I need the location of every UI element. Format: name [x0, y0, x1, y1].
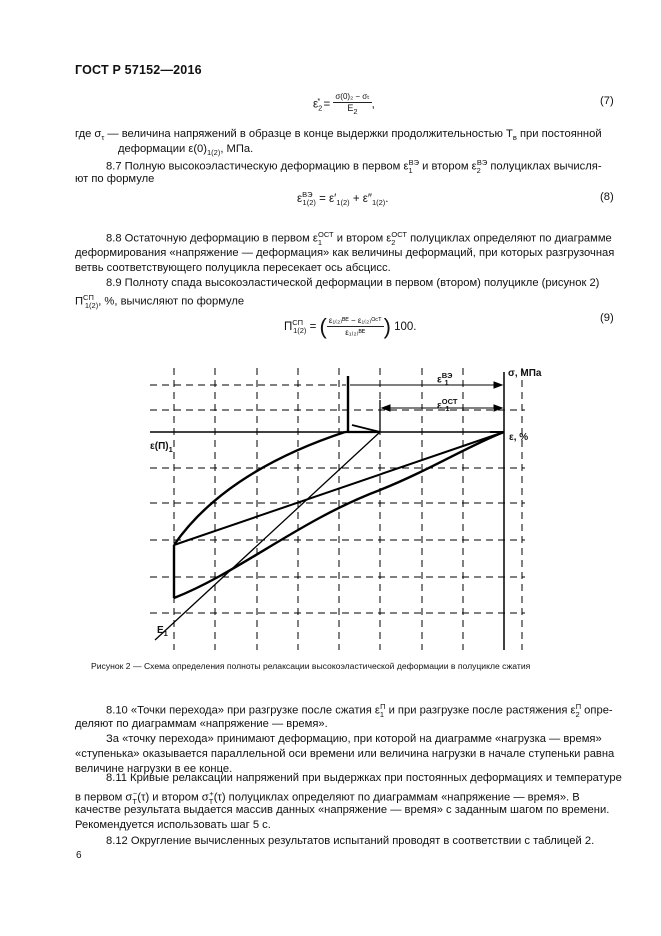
equation-9-number: (9)	[600, 312, 614, 324]
para-8-11-line-4: Рекомендуется использовать шаг 5 с.	[75, 819, 271, 831]
para-8-8-line-3: ветвь соответствующего полуцикла пересекает ось абсцисс.	[75, 262, 391, 274]
para-point-line-2: «ступенька» оказывается параллельной оси времени или величина нагрузки в начале ступеньки равна	[75, 748, 615, 760]
eps-axis-label: ε, %	[509, 432, 529, 443]
eq9-fraction: $\frac{\text{ε₁₍₂₎ᴮᴱ − ε₁₍₂₎ᴼᶜᵀ}}{\text{ε₁₍₂₎ᴮᴱ}}$	[328, 316, 382, 337]
para-8-9-line-2: $П^{СП}_{1(2)}$, %, вычисляют по формуле	[75, 293, 245, 310]
e-pi-label: $\varepsilon(П)_1$	[150, 441, 173, 454]
loop-curves	[155, 376, 504, 640]
equation-7-number: (7)	[600, 95, 614, 107]
para-8-8-line-2: деформирования «напряжение — деформация» как величины деформаций, при которых разгрузочная	[75, 247, 615, 259]
para-point-line-3: величине нагрузки в ее конце.	[75, 763, 233, 775]
where-line-1: где $\sigma_\tau$ — величина напряжений в образце в конце выдержки продолжительностью $T_в$ при постоянной	[75, 128, 602, 143]
ve-dim-arrowhead	[494, 382, 502, 388]
equation-8: $\varepsilon^{ВЭ}_{1(2)} = \varepsilon'_{1(2)} + \varepsilon''_{1(2)}$.	[297, 190, 389, 208]
equation-8-number: (8)	[600, 191, 614, 203]
where-line-2: деформации $\varepsilon(0)_{1(2)}$, МПа.	[118, 143, 254, 158]
eq7-fraction: $\frac{\text{σ(0)₂ − σₜ}}{E_2}$	[335, 92, 370, 116]
e-ve-label: $\varepsilon^{ВЭ}_1$	[437, 371, 453, 388]
figure-caption: Рисунок 2 — Схема определения полноты релаксации высокоэластической деформации в полуцикле сжатия	[91, 661, 531, 671]
para-8-11-line-1: 8.11 Кривые релаксации напряжений при выдержках при постоянных деформациях и температуре	[106, 772, 622, 784]
para-8-11-line-3: качестве результата выдается массив данных «напряжение — время» с заданным шагом по времени.	[75, 804, 610, 816]
tangent-line	[155, 432, 380, 640]
para-8-10-line-2: деляют по диаграммам «напряжение — время».	[75, 718, 328, 730]
page-number: 6	[76, 850, 82, 861]
para-8-10-line-1: 8.10 «Точки перехода» при разгрузке после сжатия $\varepsilon_1^П$ и при разгрузке после растяжения $\varepsilon_2^П$ опре-	[106, 702, 613, 719]
para-8-7-line-2: ют по формуле	[75, 173, 155, 185]
equation-9: $П^{СП}_{1(2)}$ = ( $\frac{\text{ε₁₍₂₎ᴮᴱ − ε₁₍₂₎ᴼᶜᵀ}}{\text{ε₁₍₂₎ᴮᴱ}}$ ) 100.	[284, 314, 417, 339]
para-8-9-line-1: 8.9 Полноту спада высокоэластической деформации в первом (втором) полуцикле (рисунок 2)	[106, 277, 600, 289]
equation-7: $\varepsilon_2^*$ = $\frac{\text{σ(0)₂ − σₜ}}{E_2}$ ,	[313, 92, 375, 116]
dimension-arrows	[350, 382, 502, 414]
para-point-line-1: За «точку перехода» принимают деформацию, при которой на диаграмме «нагрузка — время»	[106, 733, 602, 745]
para-8-12: 8.12 Округление вычисленных результатов испытаний проводят в соответствии с таблицей 2.	[106, 835, 595, 847]
para-8-8-line-1: 8.8 Остаточную деформацию в первом $\varepsilon_1^{ОСТ}$ и втором $\varepsilon_2^{ОСТ}$ полуциклах определяют по диаграмме	[106, 230, 612, 247]
document-header: ГОСТ Р 57152—2016	[75, 63, 202, 77]
para-8-7-line-1: 8.7 Полную высокоэластическую деформацию в первом $\varepsilon_1^{ВЭ}$ и втором $\varepsilon_2^{ВЭ}$ полуциклах вычисля-	[106, 158, 602, 175]
e-ost-label: $\varepsilon^{ОСТ}_1$	[437, 397, 458, 414]
sigma-axis-label: σ, МПа	[508, 368, 542, 379]
para-8-11-line-2: в первом $\sigma_T^-(\tau)$ и втором $\sigma_T^+(\tau)$ полуциклах определяют по диаграммам «напряжение — время». В	[75, 789, 580, 806]
E1-label: $E_1$	[157, 625, 168, 638]
